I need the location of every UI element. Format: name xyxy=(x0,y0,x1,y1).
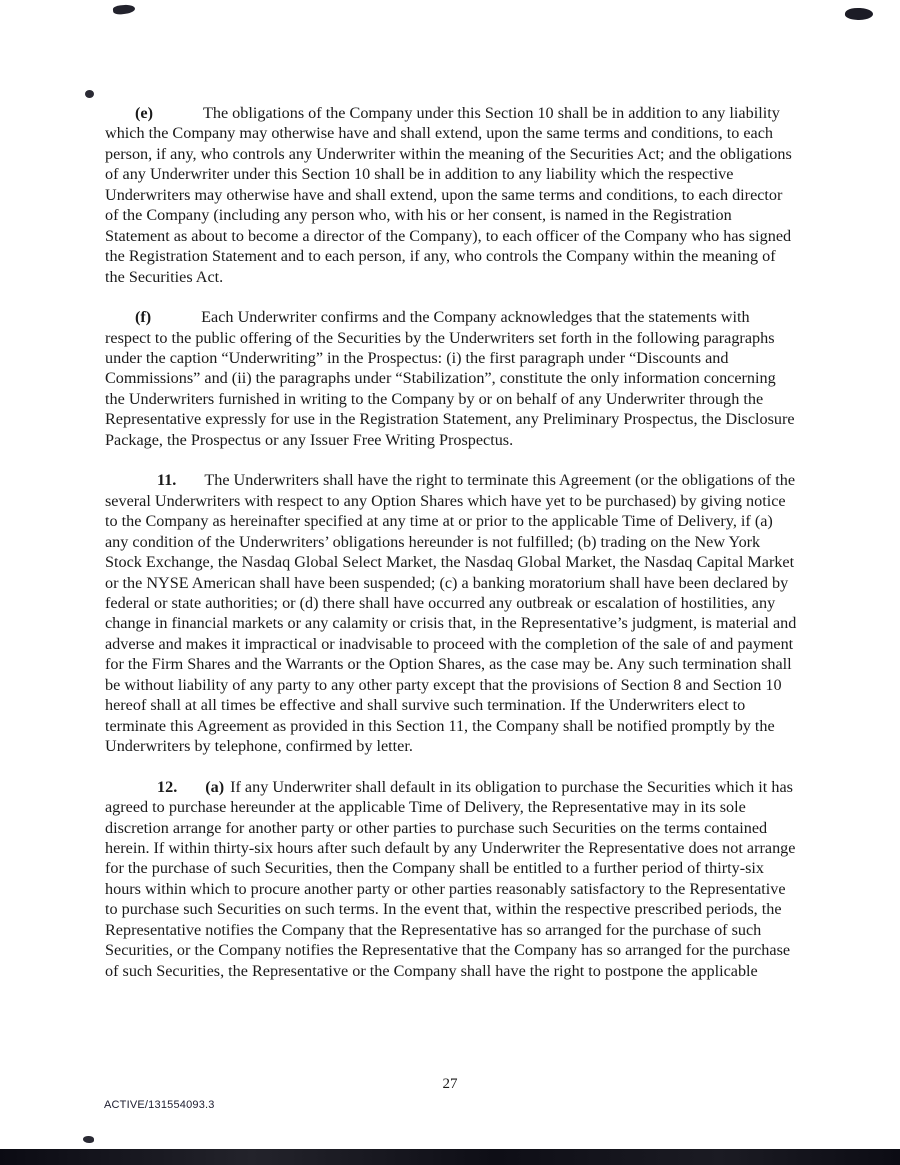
paragraph-e xyxy=(105,103,797,287)
paragraph-e-label: (e) xyxy=(135,104,153,122)
paragraph-11-label: 11. xyxy=(157,471,177,490)
paragraph-12 xyxy=(105,777,797,982)
paragraph-12-label: 12. xyxy=(157,777,178,796)
paragraph-12-text: If any Underwriter shall default in its obligation to purchase the Securities which it has agreed to purchase hereunder at the applicable Time of Delivery, the Representative may in its sole discretion arrange for another party or other parties to purchase such Securities on the terms contained herein. If within thirty-six hours after such default by any Underwriter the Representative does not arrange for the purchase of such Securities, then the Company shall be entitled to a further period of thirty-six hours within which to procure another party or other parties reasonably satisfactory to the Representative to purchase such Securities on such terms. In the event that, within the respective prescribed periods, the Representative notifies the Company that the Representative has so arranged for the purchase of such Securities, or the Company notifies the Representative that the Company has so arranged for the purchase of such Securities, the Representative or the Company shall have the right to postpone the applicable xyxy=(105,777,796,980)
paragraph-f-label: (f) xyxy=(135,308,152,327)
scan-artifact-bottom-band xyxy=(0,1149,900,1165)
paragraph-12-sublabel: (a) xyxy=(205,777,225,796)
paragraph-f xyxy=(105,307,797,450)
scan-artifact-top-right xyxy=(845,7,874,21)
document-body xyxy=(105,103,797,1001)
paragraph-11-text: The Underwriters shall have the right to terminate this Agreement (or the obligations of the several Underwriters with respect to any Option Shares which have yet to be purchased) by giving notice to the Company as hereinafter specified at any time at or prior to the applicable Time of Delivery, if (a) any condition of the Underwriters’ obligations hereunder is not fulfilled; (b) trading on the New York Stock Exchange, the Nasdaq Global Select Market, the Nasdaq Global Market, the Nasdaq Capital Market or the NYSE American shall have been suspended; (c) a banking moratorium shall have been declared by federal or state authorities; or (d) there shall have occurred any outbreak or escalation of hostilities, any change in financial markets or any calamity or crisis that, in the Representative’s judgment, is material and adverse and makes it impractical or inadvisable to proceed with the completion of the sale of and payment for the Firm Shares and the Warrants or the Option Shares, as the case may be. Any such termination shall be without liability of any party to any other party except that the provisions of Section 8 and Section 10 hereof shall at all times be effective and shall survive such termination. If the Underwriters elect to terminate this Agreement as provided in this Section 11, the Company shall be notified promptly by the Underwriters by telephone, confirmed by letter. xyxy=(105,471,797,756)
paragraph-f-text: Each Underwriter confirms and the Company acknowledges that the statements with respect to the public offering of the Securities by the Underwriters set forth in the following paragraphs under the caption “Underwriting” in the Prospectus: (i) the first paragraph under “Discounts and Commissions” and (ii) the paragraphs under “Stabilization”, constitute the only information concerning the Underwriters furnished in writing to the Company by or on behalf of any Underwriter through the Representative expressly for use in the Registration Statement, any Preliminary Prospectus, the Disclosure Package, the Prospectus or any Issuer Free Writing Prospectus. xyxy=(105,308,795,449)
paragraph-11 xyxy=(105,470,797,756)
scan-artifact-bottom-left xyxy=(83,1136,94,1143)
footer-document-id: ACTIVE/131554093.3 xyxy=(104,1099,215,1111)
scan-artifact-left-edge xyxy=(85,90,94,98)
paragraph-e-text: The obligations of the Company under this Section 10 shall be in addition to any liability which the Company may otherwise have and shall extend, upon the same terms and conditions, to each person, if any, who controls any Underwriter within the meaning of the Securities Act; and the obligations of any Underwriter under this Section 10 shall be in addition to any liability which the respective Underwriters may otherwise have and shall extend, upon the same terms and conditions, to each director of the Company (including any person who, with his or her consent, is named in the Registration Statement as about to become a director of the Company), to each officer of the Company who has signed the Registration Statement and to each person, if any, who controls the Company within the meaning of the Securities Act. xyxy=(105,104,792,286)
page-number: 27 xyxy=(442,1076,458,1092)
scan-artifact-top-left xyxy=(113,4,136,15)
